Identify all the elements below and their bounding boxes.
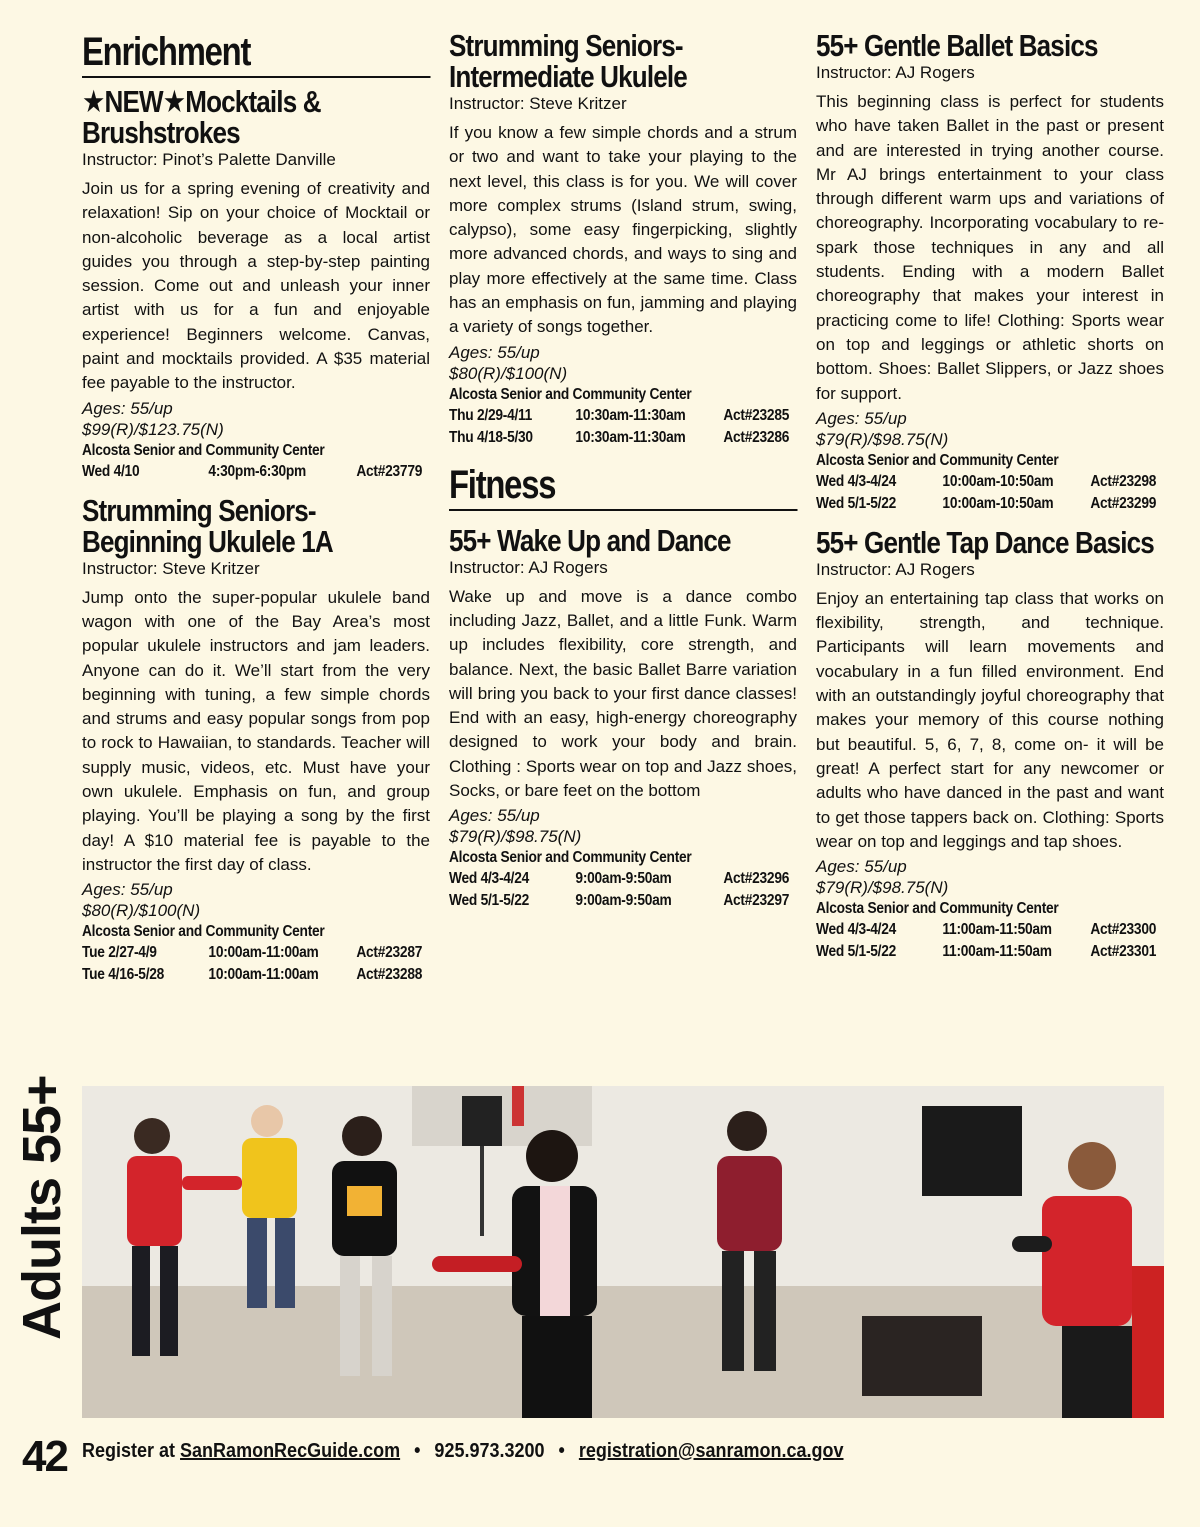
session-row <box>449 427 796 449</box>
footer-contact <box>82 1440 843 1463</box>
course-title: ★NEW★Mocktails & Brushstrokes <box>82 84 321 150</box>
course-mocktails <box>82 86 430 483</box>
course-fee: $79(R)/$98.75(N) <box>816 429 949 449</box>
footer-email-link[interactable]: registration@sanramon.ca.gov <box>578 1440 844 1462</box>
course-title: 55+ Wake Up and Dance <box>449 522 731 558</box>
session-activity-number: Act#23288 <box>356 966 423 984</box>
session-activity-number: Act#23286 <box>723 428 790 446</box>
course-instructor: Instructor: Steve Kritzer <box>449 94 627 113</box>
course-description: Jump onto the super-popular ukulele band wagon with one of the Bay Area’s most popular ukulele instructors and jam leaders. Anyone can do it. We’ll start from the very beginning with tuning, a few simple chords and strums and easy popular songs from pop to rock to Hawaiian, to standards. Teacher will supply music, videos, etc. Must have your own ukulele. Emphasis on fun, and group playing. You’ll be playing a song by the first day! A $10 material fee is payable to the instructor the first day of class. <box>82 587 430 874</box>
class-photo <box>82 1086 1164 1418</box>
course-title: 55+ Gentle Tap Dance Basics <box>816 524 1154 560</box>
course-ukulele-beginning <box>82 492 430 987</box>
course-fee: $80(R)/$100(N) <box>449 363 568 383</box>
session-row <box>449 868 796 890</box>
course-instructor: Instructor: AJ Rogers <box>816 559 975 579</box>
course-ages: Ages: 55/up <box>449 342 540 362</box>
course-instructor: Instructor: Steve Kritzer <box>82 558 260 578</box>
session-activity-number: Act#23301 <box>1090 943 1157 961</box>
footer-website-link[interactable]: SanRamonRecGuide.com <box>180 1440 401 1462</box>
session-time: 10:00am-10:50am <box>942 494 1054 512</box>
course-description: If you know a few simple chords and a strum or two and want to take your playing to the next level, this class is for you. We will cover more complex strums (Island strum, swing, calypso), some easy fingerpicking, slightly more advanced chords, and ways to sing and play more effectively at the same time. Class has an emphasis on fun, jamming and playing a variety of songs together. <box>449 123 797 337</box>
session-time: 4:30pm-6:30pm <box>208 462 307 480</box>
course-fee: $79(R)/$98.75(N) <box>449 827 582 847</box>
course-location: Alcosta Senior and Community Center <box>82 441 325 459</box>
column-3 <box>816 30 1164 975</box>
session-dates: Thu 2/29-4/11 <box>449 406 533 424</box>
page-number: 42 <box>22 1432 67 1481</box>
column-1 <box>82 30 430 998</box>
course-wake-up-dance <box>449 522 797 913</box>
column-2 <box>449 30 797 924</box>
section-heading-enrichment: Enrichment <box>82 30 430 78</box>
course-title: Strumming Seniors-Intermediate Ukulele <box>449 28 687 94</box>
course-location: Alcosta Senior and Community Center <box>449 849 692 867</box>
session-dates: Wed 5/1-5/22 <box>449 892 530 910</box>
session-time: 11:00am-11:50am <box>942 943 1052 961</box>
session-activity-number: Act#23297 <box>723 892 790 910</box>
session-dates: Tue 4/16-5/28 <box>82 966 165 984</box>
session-dates: Tue 2/27-4/9 <box>82 944 157 962</box>
course-ages: Ages: 55/up <box>816 857 907 877</box>
session-row <box>816 471 1163 493</box>
course-description: Wake up and move is a dance combo including Jazz, Ballet, and a little Funk. Warm up includes flexibility, core strength, and balance. Next, the basic Ballet Barre variation will bring you back to your first dance classes! End with an easy, high-energy choreography designed to work your body and brain. Clothing : Sports wear on top and Jazz shoes, Socks, or bare feet on the bottom <box>449 586 797 801</box>
session-activity-number: Act#23296 <box>723 870 790 888</box>
course-ages: Ages: 55/up <box>816 408 907 428</box>
session-dates: Wed 4/3-4/24 <box>449 870 530 888</box>
session-time: 10:00am-10:50am <box>942 472 1054 490</box>
footer-register-prefix: Register at <box>82 1440 176 1462</box>
session-dates: Wed 4/3-4/24 <box>816 472 897 490</box>
session-activity-number: Act#23300 <box>1090 921 1157 939</box>
course-description: This beginning class is perfect for students who have taken Ballet in the past or present and are interested in trying another course. Mr AJ brings entertainment to your class through different warm ups and variations of choreography. Incorporating vocabulary to re-spark those techniques in any and all students. Ending with a modern Ballet choreography that makes your interest in practicing come to life! Clothing: Sports wear on top and leggings or athletic shorts on bottom. Shoes: Ballet Slippers, or Jazz shoes for support. <box>816 92 1164 403</box>
course-gentle-ballet <box>816 30 1164 515</box>
session-row <box>82 942 429 964</box>
session-row <box>816 493 1163 515</box>
session-dates: Wed 5/1-5/22 <box>816 943 897 961</box>
course-description: Enjoy an entertaining tap class that works on flexibility, strength, and technique. Participants will learn movements and vocabulary in a fun filled environment. End with an outstandingly joyful choreography that makes your memory of this course nothing but beautiful. 5, 6, 7, 8, come on- it will be great! A perfect start for any newcomer or adults who have danced in the past and want to get those tappers back on. Clothing: Sports wear on top and leggings and tap shoes. <box>816 588 1164 851</box>
footer-bullet: • <box>558 1440 565 1462</box>
session-time: 10:00am-11:00am <box>208 944 319 962</box>
session-time: 11:00am-11:50am <box>942 921 1052 939</box>
session-activity-number: Act#23299 <box>1090 494 1157 512</box>
session-row <box>449 405 796 427</box>
course-instructor: Instructor: Pinot’s Palette Danville <box>82 150 336 169</box>
session-time: 10:30am-11:30am <box>575 428 686 446</box>
course-title: Strumming Seniors-Beginning Ukulele 1A <box>82 492 333 559</box>
course-location: Alcosta Senior and Community Center <box>816 451 1059 469</box>
course-location: Alcosta Senior and Community Center <box>82 923 325 941</box>
session-row <box>82 461 429 483</box>
course-instructor: Instructor: AJ Rogers <box>816 63 975 82</box>
course-ages: Ages: 55/up <box>449 806 540 826</box>
class-photo-illustration <box>82 1086 1164 1418</box>
session-time: 9:00am-9:50am <box>575 892 672 910</box>
course-title: 55+ Gentle Ballet Basics <box>816 28 1098 63</box>
course-fee: $99(R)/$123.75(N) <box>82 419 224 439</box>
course-location: Alcosta Senior and Community Center <box>816 900 1059 918</box>
session-activity-number: Act#23287 <box>356 944 423 962</box>
session-activity-number: Act#23285 <box>723 406 790 424</box>
session-time: 9:00am-9:50am <box>575 870 672 888</box>
course-ukulele-intermediate <box>449 30 797 449</box>
session-row <box>82 964 429 986</box>
session-time: 10:00am-11:00am <box>208 966 319 984</box>
footer-bullet: • <box>414 1440 421 1462</box>
session-row <box>816 941 1163 963</box>
session-dates: Wed 4/10 <box>82 462 140 480</box>
session-row <box>449 890 796 912</box>
session-row <box>816 919 1163 941</box>
session-activity-number: Act#23779 <box>356 462 423 480</box>
course-ages: Ages: 55/up <box>82 398 173 418</box>
footer-phone: 925.973.3200 <box>434 1440 545 1462</box>
side-section-label: Adults 55+ <box>12 1075 72 1340</box>
session-dates: Wed 5/1-5/22 <box>816 494 897 512</box>
course-ages: Ages: 55/up <box>82 880 173 900</box>
session-time: 10:30am-11:30am <box>575 406 686 424</box>
course-instructor: Instructor: AJ Rogers <box>449 557 608 577</box>
course-gentle-tap <box>816 524 1164 963</box>
course-fee: $79(R)/$98.75(N) <box>816 878 949 898</box>
session-dates: Wed 4/3-4/24 <box>816 921 897 939</box>
course-fee: $80(R)/$100(N) <box>82 901 201 921</box>
course-description: Join us for a spring evening of creativity and relaxation! Sip on your choice of Mocktail or non-alcoholic beverage as a local artist guides you through a step-by-step painting session. Come out and unleash your inner artist with us for a fun and enjoyable experience! Beginners welcome. Canvas, paint and mocktails provided. A $35 material fee payable to the instructor. <box>82 179 430 393</box>
section-heading-fitness: Fitness <box>449 463 797 511</box>
session-dates: Thu 4/18-5/30 <box>449 428 533 446</box>
session-activity-number: Act#23298 <box>1090 472 1157 490</box>
course-location: Alcosta Senior and Community Center <box>449 385 692 403</box>
